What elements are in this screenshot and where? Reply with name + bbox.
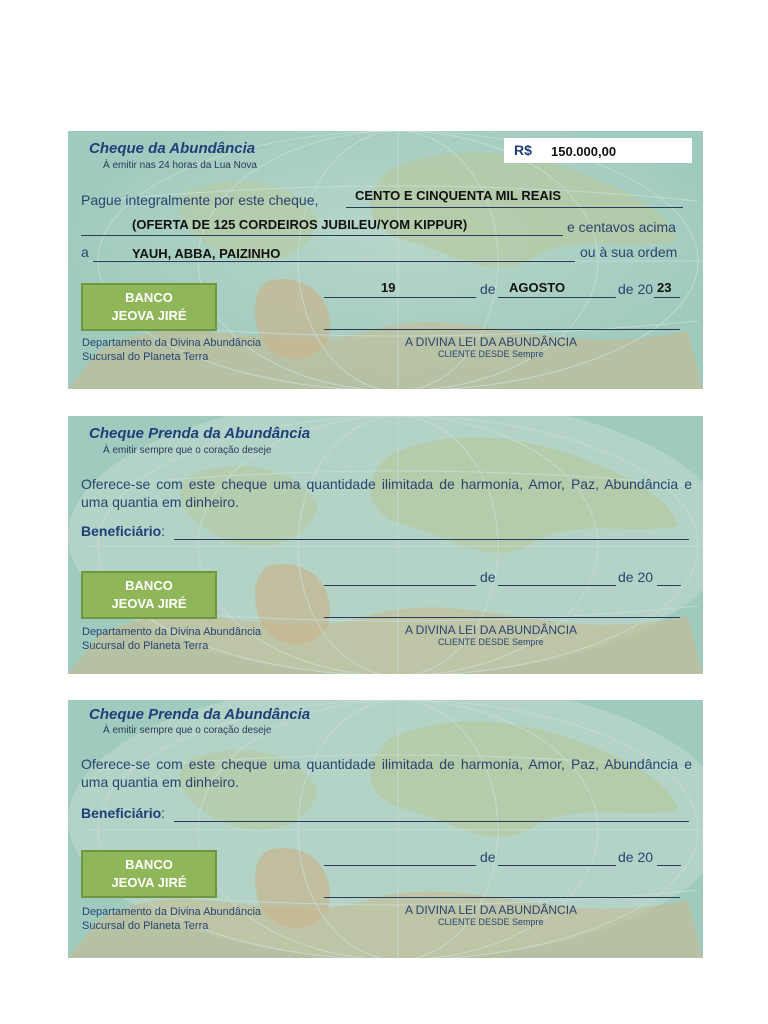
- cliente-text: CLIENTE DESDE Sempre: [438, 917, 544, 927]
- cheque-prenda-2: [68, 700, 703, 958]
- lei-text: A DIVINA LEI DA ABUNDÂNCIA: [405, 623, 578, 637]
- department-info: [82, 625, 261, 653]
- dept-line2: Sucursal do Planeta Terra: [82, 640, 209, 652]
- bank-line2: JEOVA JIRÉ: [111, 308, 187, 323]
- signature-line[interactable]: [324, 897, 680, 898]
- dept-line2: Sucursal do Planeta Terra: [82, 351, 209, 363]
- date-de-label: de: [480, 569, 496, 585]
- date-de-label: de: [480, 849, 496, 865]
- dept-line1: Departamento da Divina Abundância: [82, 626, 262, 638]
- amount-words-line: [346, 207, 683, 208]
- dept-line1: Departamento da Divina Abundância: [82, 906, 262, 918]
- cheque-abundancia: [68, 131, 703, 389]
- signature-line: [324, 329, 680, 330]
- beneficiary-colon: :: [161, 805, 166, 821]
- month-line: [498, 297, 616, 298]
- cheque-title: Cheque da Abundância: [89, 140, 256, 157]
- cheque-subtitle: À emitir sempre que o coração deseje: [103, 725, 272, 736]
- day-line[interactable]: [324, 585, 476, 586]
- cliente-text: CLIENTE DESDE Sempre: [438, 349, 544, 359]
- bank-line2: JEOVA JIRÉ: [111, 875, 187, 890]
- payee-line: [93, 261, 575, 262]
- year-prefix: de 20: [618, 849, 654, 865]
- department-info: [82, 905, 261, 933]
- year-prefix: de 20: [618, 281, 654, 297]
- year-prefix: de 20: [618, 569, 654, 585]
- bank-button[interactable]: [81, 571, 217, 619]
- date-de-label: de: [480, 281, 496, 297]
- cheque-subtitle: À emitir nas 24 horas da Lua Nova: [103, 160, 257, 171]
- date-year[interactable]: 23: [657, 280, 672, 295]
- beneficiary-label-text: Beneficiário: [81, 523, 162, 539]
- cents-label: e centavos acima: [567, 219, 676, 235]
- lei-text: A DIVINA LEI DA ABUNDÂNCIA: [405, 335, 578, 349]
- lei-text: A DIVINA LEI DA ABUNDÂNCIA: [405, 903, 578, 917]
- month-line[interactable]: [498, 865, 616, 866]
- month-line[interactable]: [498, 585, 616, 586]
- beneficiary-line[interactable]: [174, 821, 689, 822]
- cheque-title: Cheque Prenda da Abundância: [89, 425, 311, 442]
- cheque-subtitle: À emitir sempre que o coração deseje: [103, 445, 272, 456]
- year-line[interactable]: [657, 865, 681, 866]
- beneficiary-label: [81, 523, 165, 539]
- year-line[interactable]: [657, 585, 681, 586]
- date-day[interactable]: 19: [381, 280, 396, 295]
- cheque-prenda-1: [68, 416, 703, 674]
- bank-button[interactable]: [81, 283, 217, 331]
- pay-label: Pague integralmente por este cheque,: [81, 192, 319, 208]
- offer-line: [81, 235, 563, 236]
- amount-value: 150.000,00: [551, 144, 617, 159]
- cliente-text: CLIENTE DESDE Sempre: [438, 637, 544, 647]
- date-month[interactable]: AGOSTO: [509, 280, 566, 295]
- department-info: [82, 336, 261, 364]
- beneficiary-colon: :: [161, 523, 166, 539]
- year-line: [654, 297, 680, 298]
- bank-line1: BANCO: [125, 290, 173, 305]
- day-line: [324, 297, 476, 298]
- cheque-title: Cheque Prenda da Abundância: [89, 706, 311, 723]
- bank-line2: JEOVA JIRÉ: [111, 596, 187, 611]
- payee-name[interactable]: YAUH, ABBA, PAIZINHO: [132, 246, 281, 261]
- amount-words[interactable]: CENTO E CINQUENTA MIL REAIS: [355, 188, 562, 203]
- dept-line2: Sucursal do Planeta Terra: [82, 920, 209, 932]
- bank-line1: BANCO: [125, 578, 173, 593]
- beneficiary-label-text: Beneficiário: [81, 805, 162, 821]
- signature-line[interactable]: [324, 617, 680, 618]
- gift-body-text: Oferece-se com este cheque uma quantidade ilimitada de harmonia, Amor, Paz, Abundância e uma quantia em dinheiro.: [81, 476, 692, 510]
- gift-body-text: Oferece-se com este cheque uma quantidade ilimitada de harmonia, Amor, Paz, Abundância e uma quantia em dinheiro.: [81, 756, 692, 790]
- bank-button[interactable]: [81, 850, 217, 898]
- offer-text[interactable]: (OFERTA DE 125 CORDEIROS JUBILEU/YOM KIPPUR): [132, 217, 468, 232]
- beneficiary-line[interactable]: [174, 539, 689, 540]
- currency-symbol: R$: [514, 142, 532, 158]
- dept-line1: Departamento da Divina Abundância: [82, 337, 262, 349]
- to-prefix: a: [81, 244, 89, 260]
- amount-box[interactable]: [504, 138, 692, 163]
- bank-line1: BANCO: [125, 857, 173, 872]
- day-line[interactable]: [324, 865, 476, 866]
- beneficiary-label: [81, 805, 165, 821]
- order-label: ou à sua ordem: [580, 244, 678, 260]
